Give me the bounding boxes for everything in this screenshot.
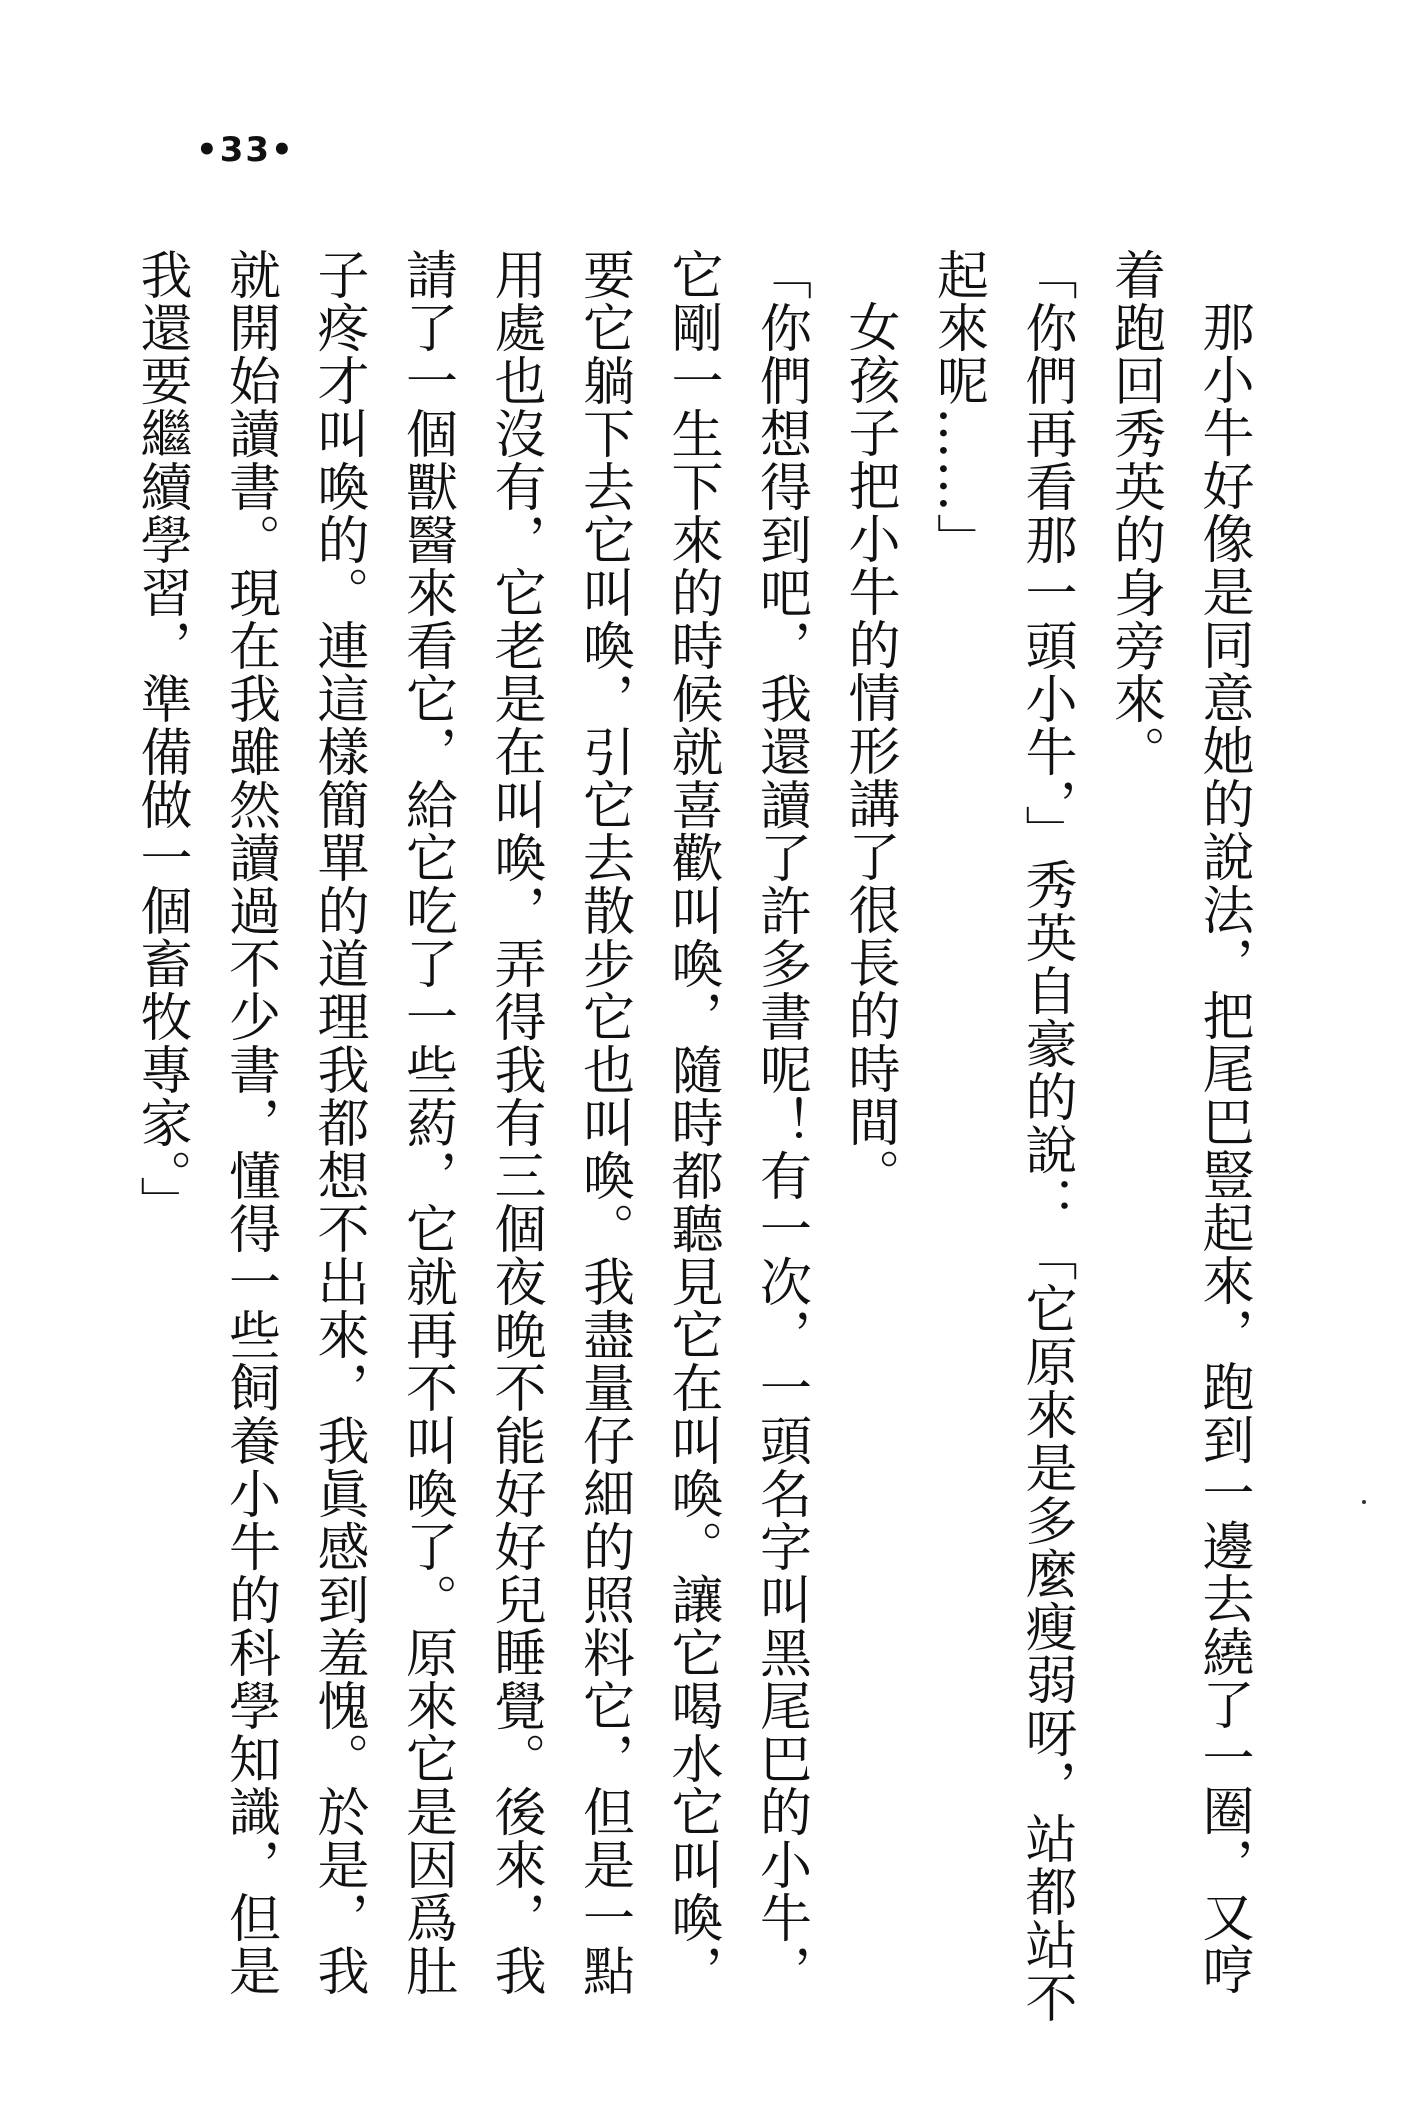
paragraph-2: 「你們再看那一頭小牛，」秀英自豪的說：「它原來是多麼瘦弱呀，站都站不起來呢……」 (927, 248, 1076, 2024)
paragraph-3: 女孩子把小牛的情形講了很長的時間。 (839, 300, 899, 1201)
vertical-text-body (131, 248, 1267, 2028)
paragraph-4: 「你們想得到吧，我還讀了許多書呢！有一次，一頭名字叫黑尾巴的小牛，它剛一生下來的時候就喜歡叫喚，隨時都聽見它在叫喚。讓它喝水它叫喚，要它躺下去它叫喚，引它去散步它也叫喚。我盡量仔細的照料它，但是一點用處也沒有，它老是在叫喚，弄得我有三個夜晚不能好好兒睡覺。後來，我請了一個獸醫來看它，給它吃了一些葯，它就再不叫喚了。原來它是因爲肚子疼才叫喚的。連這樣簡單的道理我都想不出來，我眞感到羞愧。於是，我就開始讀書。現在我雖然讀過不少書，懂得一些飼養小牛的科學知識，但是我還要繼續學習，準備做一個畜牧專家。」 (131, 248, 811, 1997)
page-number: •33• (196, 130, 295, 170)
print-speck (1362, 1500, 1366, 1504)
paragraph-1: 那小牛好像是同意她的說法，把尾巴豎起來，跑到一邊去繞了一圈，又哼着跑回秀英的身旁來。 (1104, 248, 1253, 1996)
